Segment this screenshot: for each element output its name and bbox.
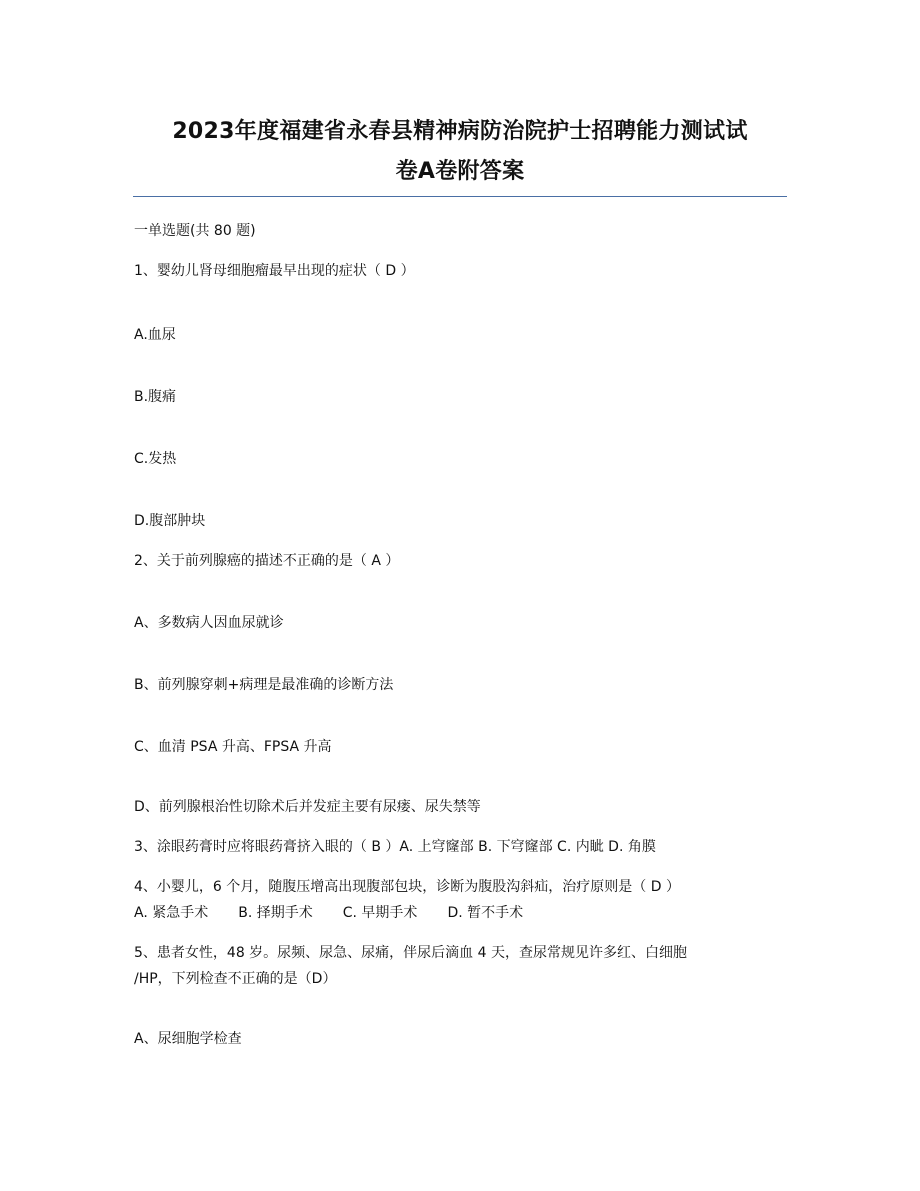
question-1-option-a: A.血尿 [134,327,176,343]
question-2-option-b: B、前列腺穿刺+病理是最准确的诊断方法 [134,677,394,693]
question-4-option-d: D. 暂不手术 [447,905,524,921]
section-header: 一单选题(共 80 题) [134,223,256,239]
question-2-option-a: A、多数病人因血尿就诊 [134,615,284,631]
question-5-stem-line-2: /HP，下列检查不正确的是（D） [134,971,337,987]
question-3-stem: 3、涂眼药膏时应将眼药膏挤入眼的（ B ）A. 上穹窿部 B. 下穹窿部 C. 内眦 D. 角膜 [134,839,656,855]
question-4-option-a: A. 紧急手术 [134,905,209,921]
document-title-line-2: 卷A卷附答案 [395,159,525,184]
question-1-stem: 1、婴幼儿肾母细胞瘤最早出现的症状（ D ） [134,263,415,279]
document-title-line-1: 2023年度福建省永春县精神病防治院护士招聘能力测试试 [172,119,748,144]
question-1-option-b: B.腹痛 [134,389,177,405]
question-5-option-a: A、尿细胞学检查 [134,1031,242,1047]
question-2-stem: 2、关于前列腺癌的描述不正确的是（ A ） [134,553,400,569]
question-4-stem: 4、小婴儿，6 个月，随腹压增高出现腹部包块，诊断为腹股沟斜疝，治疗原则是（ D ） [134,879,680,895]
question-4-option-c: C. 早期手术 [342,905,418,921]
question-2-option-c: C、血清 PSA 升高、FPSA 升高 [134,739,332,755]
question-2-option-d: D、前列腺根治性切除术后并发症主要有尿瘘、尿失禁等 [134,799,481,815]
question-1-option-d: D.腹部肿块 [134,513,206,529]
question-5-stem-line-1: 5、患者女性，48 岁。尿频、尿急、尿痛，伴尿后滴血 4 天，查尿常规见许多红、白细胞 [134,945,687,961]
question-4-options [134,903,523,923]
title-divider [133,196,787,197]
question-4-option-b: B. 择期手术 [238,905,313,921]
question-1-option-c: C.发热 [134,451,177,467]
